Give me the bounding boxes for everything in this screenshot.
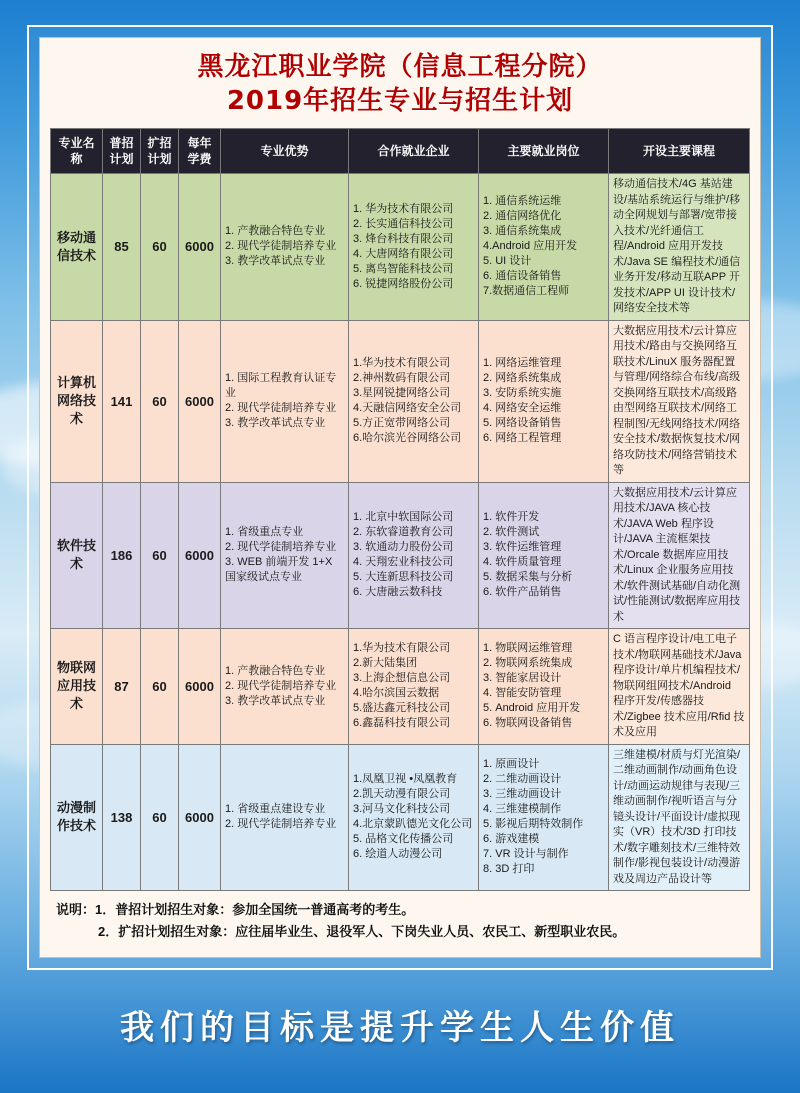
cell-advantage: 1. 国际工程教育认证专业 2. 现代学徒制培养专业 3. 教学改革试点专业	[221, 320, 349, 482]
cell-major-name: 动漫制作技术	[51, 744, 103, 891]
cell-major-name: 物联网应用技术	[51, 629, 103, 745]
cell-expand-plan: 60	[141, 320, 179, 482]
table-row	[51, 482, 750, 629]
cell-advantage: 1. 省级重点建设专业 2. 现代学徒制培养专业	[221, 744, 349, 891]
cell-enterprise: 1.凤凰卫视 •凤凰教育 2.凯天动漫有限公司 3.河马文化科技公司 4.北京蒙趴德光文化公司 5. 品格文化传播公司 6. 绘道人动漫公司	[349, 744, 479, 891]
cell-tuition: 6000	[179, 482, 221, 629]
title-line-2: 2019年招生专业与招生计划	[226, 86, 574, 116]
cell-expand-plan: 60	[141, 174, 179, 321]
note-line-1: 说明：1．普招计划招生对象：参加全国统一普通高考的考生。	[56, 902, 415, 917]
cell-tuition: 6000	[179, 744, 221, 891]
table-row	[51, 744, 750, 891]
cell-enterprise: 1.华为技术有限公司 2.神州数码有限公司 3.星网锐捷网络公司 4.天融信网络安全公司 5.方正宽带网络公司 6.哈尔滨光谷网络公司	[349, 320, 479, 482]
cell-jobs: 1. 软件开发 2. 软件测试 3. 软件运维管理 4. 软件质量管理 5. 数据采集与分析 6. 软件产品销售	[479, 482, 609, 629]
cell-courses: 移动通信技术/4G 基站建设/基站系统运行与维护/移动全网规划与部署/宽带接入技术/光纤通信工程/Android 应用开发技术/Java SE 编程技术/通信业务开发/移动互联APP 开发技术/APP UI 设计技术/网络安全技术等	[609, 174, 750, 321]
cell-jobs: 1. 网络运维管理 2. 网络系统集成 3. 安防系统实施 4. 网络安全运维 5. 网络设备销售 6. 网络工程管理	[479, 320, 609, 482]
cell-expand-plan: 60	[141, 482, 179, 629]
title-line-1: 黑龙江职业学院（信息工程分院）	[197, 52, 603, 82]
cell-major-name: 计算机网络技术	[51, 320, 103, 482]
col-header-jobs: 主要就业岗位	[479, 129, 609, 174]
cell-courses: C 语言程序设计/电工电子技术/物联网基础技术/Java 程序设计/单片机编程技术/物联网组网技术/Android 程序开发/传感器技术/Zigbee 技术应用/Rfid 技术及应用	[609, 629, 750, 745]
col-header-enterprise: 合作就业企业	[349, 129, 479, 174]
col-header-courses: 开设主要课程	[609, 129, 750, 174]
cell-jobs: 1. 通信系统运维 2. 通信网络优化 3. 通信系统集成 4.Android 应用开发 5. UI 设计 6. 通信设备销售 7.数据通信工程师	[479, 174, 609, 321]
page-title	[50, 50, 750, 118]
table-row	[51, 174, 750, 321]
table-row	[51, 320, 750, 482]
col-header-general-plan: 普招计划	[103, 129, 141, 174]
cell-courses: 三维建模/材质与灯光渲染/二维动画制作/动画角色设计/动画运动规律与表现/三维动画制作/视听语言与分镜头设计/平面设计/虚拟现实（VR）技术/3D 打印技术/数字雕刻技术/三维特效制作/影视包装设计/动漫游戏及周边产品设计等	[609, 744, 750, 891]
table-row	[51, 629, 750, 745]
poster-content	[39, 37, 761, 958]
cell-advantage: 1. 产教融合特色专业 2. 现代学徒制培养专业 3. 教学改革试点专业	[221, 174, 349, 321]
cell-general-plan: 87	[103, 629, 141, 745]
cell-enterprise: 1.华为技术有限公司 2.新大陆集团 3.上海企想信息公司 4.哈尔滨国云数据 5.盛达鑫元科技公司 6.鑫磊科技有限公司	[349, 629, 479, 745]
notes-section	[50, 899, 750, 943]
cell-courses: 大数据应用技术/云计算应用技术/路由与交换网络互联技术/LinuX 服务器配置与管理/网络综合布线/高级交换网络互联技术/高级路由型网络互联技术/网络工程制图/无线网络技术/网络安全技术/数据恢复技术/网络攻防技术/网络营销技术等	[609, 320, 750, 482]
enrollment-plan-table	[50, 128, 750, 891]
cell-enterprise: 1. 北京中软国际公司 2. 东软睿道教育公司 3. 软通动力股份公司 4. 天翔宏业科技公司 5. 大连新思科技公司 6. 大唐融云数科技	[349, 482, 479, 629]
cell-expand-plan: 60	[141, 744, 179, 891]
cell-advantage: 1. 省级重点专业 2. 现代学徒制培养专业 3. WEB 前端开发 1+X 国家级试点专业	[221, 482, 349, 629]
cell-tuition: 6000	[179, 320, 221, 482]
slogan-text: 我们的目标是提升学生人生价值	[120, 1008, 680, 1048]
cell-tuition: 6000	[179, 174, 221, 321]
cell-general-plan: 138	[103, 744, 141, 891]
col-header-name: 专业名称	[51, 129, 103, 174]
cell-courses: 大数据应用技术/云计算应用技术/JAVA 核心技术/JAVA Web 程序设计/JAVA 主流框架技术/Orcale 数据库应用技术/Linux 企业服务应用技术/软件测试基础/自动化测试/性能测试/数据库应用技术	[609, 482, 750, 629]
cell-jobs: 1. 原画设计 2. 二维动画设计 3. 三维动画设计 4. 三维建模制作 5. 影视后期特效制作 6. 游戏建模 7. VR 设计与制作 8. 3D 打印	[479, 744, 609, 891]
table-header-row	[51, 129, 750, 174]
note-line-2: 2．扩招计划招生对象：应往届毕业生、退役军人、下岗失业人员、农民工、新型职业农民。	[98, 924, 626, 939]
col-header-expand-plan: 扩招计划	[141, 129, 179, 174]
cell-tuition: 6000	[179, 629, 221, 745]
cell-expand-plan: 60	[141, 629, 179, 745]
col-header-advantage: 专业优势	[221, 129, 349, 174]
cell-general-plan: 141	[103, 320, 141, 482]
poster-frame	[27, 25, 773, 970]
col-header-tuition: 每年学费	[179, 129, 221, 174]
cell-jobs: 1. 物联网运维管理 2. 物联网系统集成 3. 智能家居设计 4. 智能安防管理 5. Android 应用开发 6. 物联网设备销售	[479, 629, 609, 745]
cell-general-plan: 186	[103, 482, 141, 629]
cell-major-name: 移动通信技术	[51, 174, 103, 321]
cell-enterprise: 1. 华为技术有限公司 2. 长实通信科技公司 3. 烽台科技有限公司 4. 大唐网络有限公司 5. 离鸟智能科技公司 6. 锐捷网络股份公司	[349, 174, 479, 321]
cell-advantage: 1. 产教融合特色专业 2. 现代学徒制培养专业 3. 教学改革试点专业	[221, 629, 349, 745]
cell-major-name: 软件技术	[51, 482, 103, 629]
cell-general-plan: 85	[103, 174, 141, 321]
